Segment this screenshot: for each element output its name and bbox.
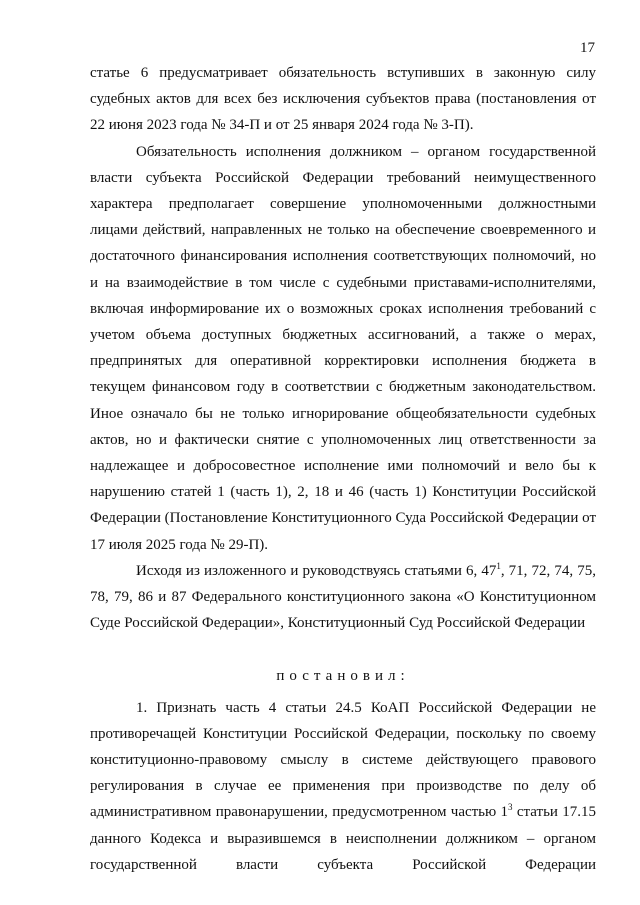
part-superscript: 3 <box>508 802 513 813</box>
document-body <box>90 60 596 878</box>
ruling-text-end: статьи 17.15 данного Кодекса и выразившемся в неисполнении должником – органом государственной власти субъекта Российской Федерации <box>90 804 597 873</box>
paragraph-obligation: Обязательность исполнения должником – органом государственной власти субъекта Российской Федерации требований неимущественного характера предполагает совершение уполномоченными должностными лицами действий, направленных не только на обеспечение своевременного и достаточного финансирования исполнения соответствующих полномочий, но и на взаимодействие в том числе с судебными приставами-исполнителями, включая информирование их о возможных сроках исполнения требований с учетом объема доступных бюджетных ассигнований, а также о мерах, предпринятых для оперативной корректировки исполнения бюджета в текущем финансовом году в соответствии с бюджетным законодательством. Иное означало бы не только игнорирование общеобязательности судебных актов, но и фактически снятие с уполномоченных лиц ответственности за надлежащее и добросовестное исполнение ими полномочий и вело бы к нарушению статей 1 (часть 1), 2, 18 и 46 (часть 1) Конституции Российской Федерации (Постановление Конституционного Суда Российской Федерации от 17 июля 2025 года № 29-П). <box>90 143 596 553</box>
paragraph-ruling-1 <box>90 695 596 878</box>
paragraph-continuation: статье 6 предусматривает обязательность вступивших в законную силу судебных актов для всех без исключения субъектов права (постановления от 22 июня 2023 года № 34-П и от 25 января 2024 года № 3-П). <box>90 65 596 134</box>
ruling-text-start: 1. Признать часть 4 статьи 24.5 КоАП Российской Федерации не противоречащей Конституции Российской Федерации, поскольку по своему конституционно-правовому смыслу в системе действующего правового регулирования в случае ее применения при производстве по делу об административном правонарушении, предусмотренном частью 1 <box>90 699 596 821</box>
paragraph-grounds <box>90 558 596 637</box>
grounds-text-end: , 71, 72, 74, 75, 78, 79, 86 и 87 Федерального конституционного закона «О Конституционном Суде Российской Федерации», Конституционный Суд Российской Федерации <box>90 562 597 632</box>
article-superscript: 1 <box>496 560 501 571</box>
decision-heading: постановил: <box>276 668 410 685</box>
grounds-text-start: Исходя из изложенного и руководствуясь статьями 6, 47 <box>136 562 497 579</box>
page-number: 17 <box>580 40 595 56</box>
